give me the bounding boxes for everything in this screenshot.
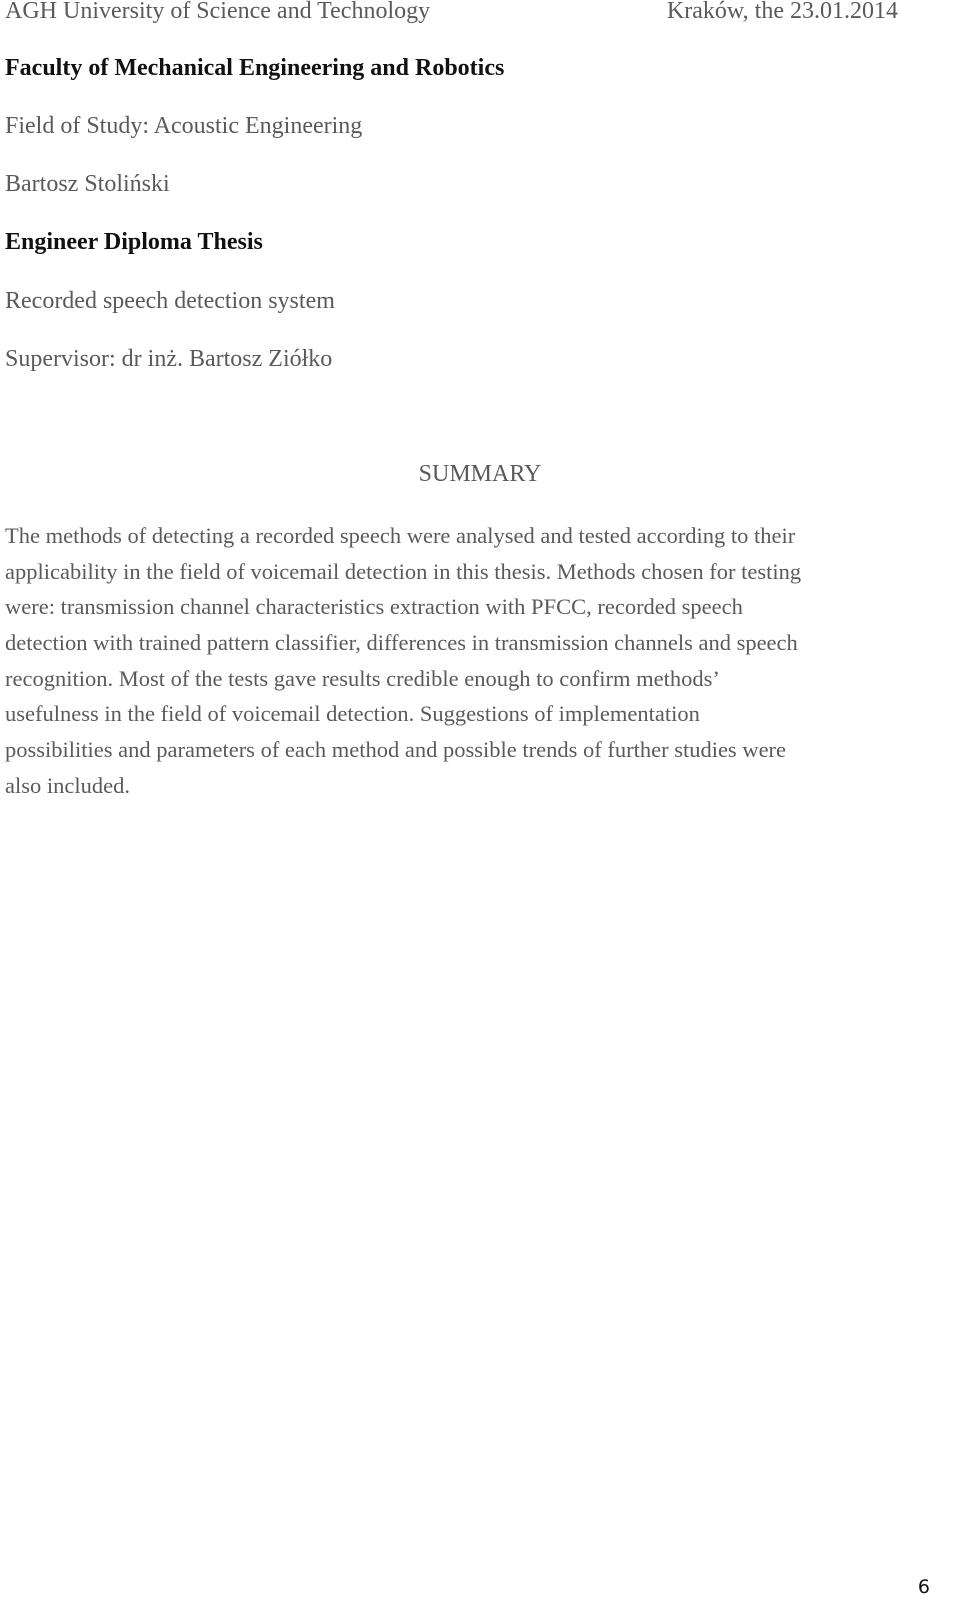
supervisor: Supervisor: dr inż. Bartosz Ziółko [5, 346, 333, 372]
thesis-type: Engineer Diploma Thesis [5, 229, 263, 255]
summary-line: also included. [5, 772, 130, 798]
summary-paragraph [5, 518, 960, 804]
summary-line: were: transmission channel characteristics extraction with PFCC, recorded speech [5, 594, 743, 620]
field-of-study: Field of Study: Acoustic Engineering [5, 113, 363, 139]
page-number: 6 [917, 1576, 930, 1598]
university-name: AGH University of Science and Technology [5, 0, 431, 24]
summary-line: detection with trained pattern classifier, differences in transmission channels and speech [5, 630, 798, 656]
faculty-name: Faculty of Mechanical Engineering and Robotics [5, 55, 505, 81]
thesis-title: Recorded speech detection system [5, 288, 335, 314]
author-name: Bartosz Stoliński [5, 171, 170, 197]
place-and-date: Kraków, the 23.01.2014 [666, 0, 898, 24]
summary-line: applicability in the field of voicemail detection in this thesis. Methods chosen for testing [5, 558, 802, 584]
summary-line: possibilities and parameters of each method and possible trends of further studies were [5, 737, 787, 763]
summary-line: The methods of detecting a recorded speech were analysed and tested according to their [5, 523, 796, 548]
summary-line: usefulness in the field of voicemail detection. Suggestions of implementation [5, 701, 700, 727]
summary-heading: SUMMARY [418, 461, 542, 487]
summary-line: recognition. Most of the tests gave results credible enough to confirm methods’ [5, 665, 720, 691]
